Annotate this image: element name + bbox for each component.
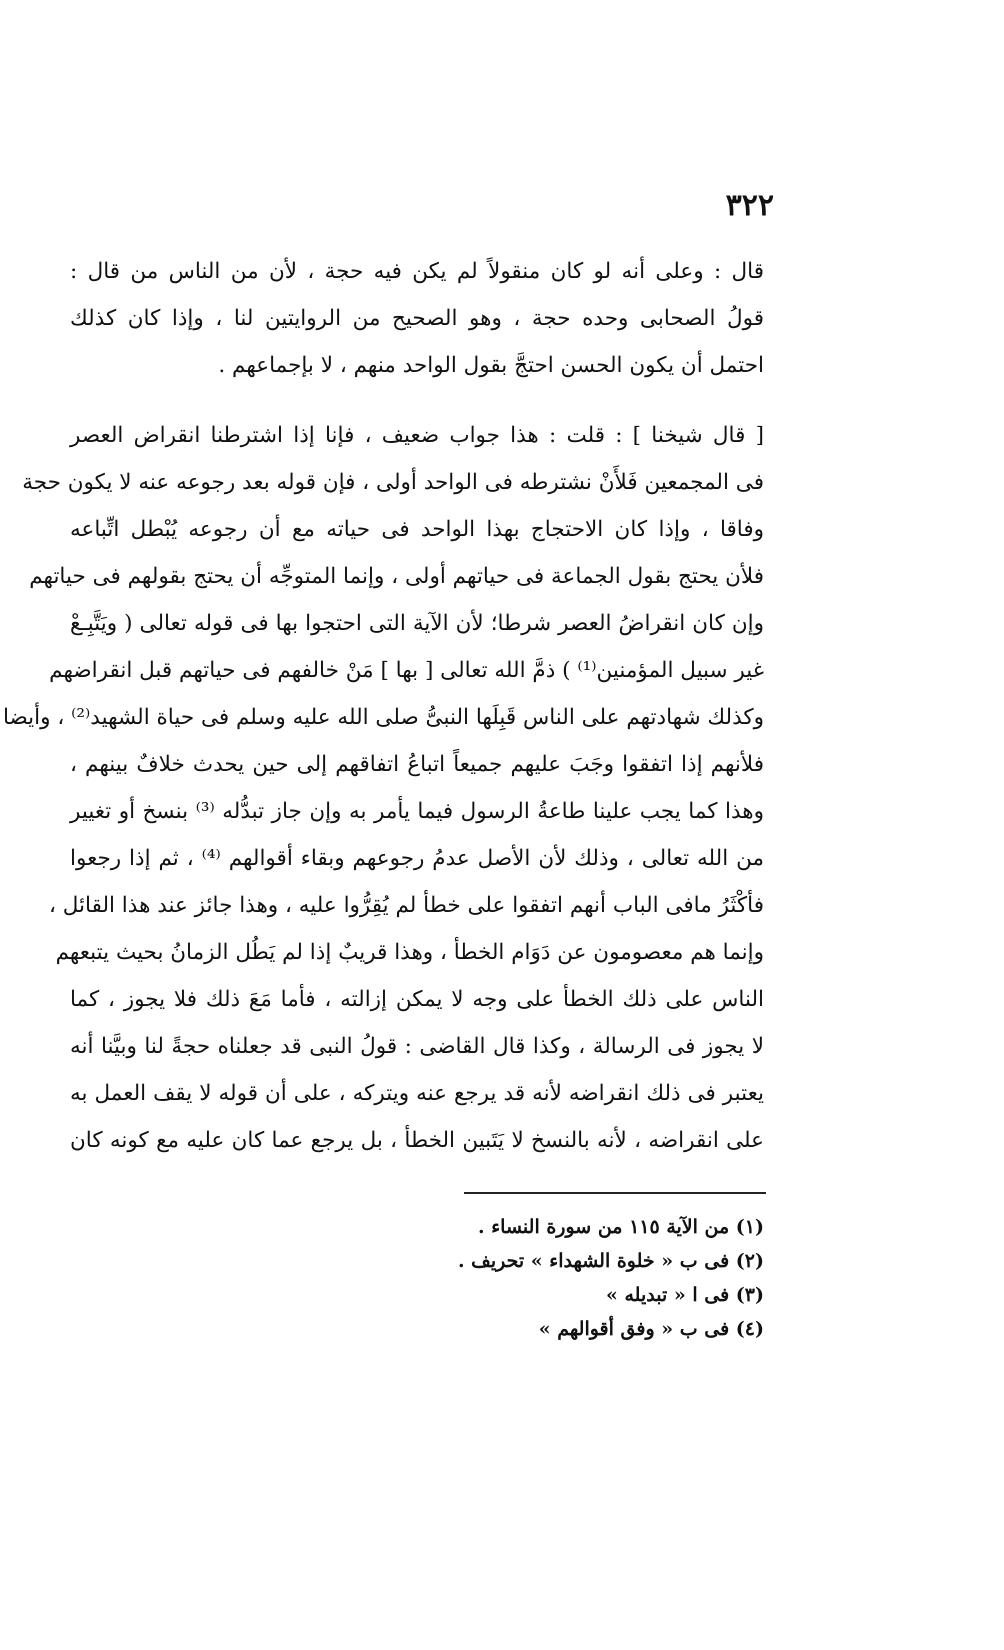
text-line: [ قال شيخنا ] : قلت : هذا جواب ضعيف ، فإنا إذا اشترطنا انقراض العصر bbox=[70, 423, 764, 448]
paragraph-1 bbox=[70, 248, 764, 389]
text-line: يعتبر فى ذلك انقراضه لأنه قد يرجع عنه ويتركه ، على أن قوله لا يقف العمل به bbox=[70, 1081, 764, 1106]
footnote: (٣) فى ا « تبديله » bbox=[606, 1284, 764, 1306]
footnote: (٢) فى ب « خلوة الشهداء » تحريف . bbox=[457, 1250, 764, 1272]
text-line: قال : وعلى أنه لو كان منقولاً لم يكن فيه حجة ، لأن من الناس من قال : bbox=[70, 259, 764, 284]
text-line: فلأن يحتج بقول الجماعة فى حياتهم أولى ، وإنما المتوجِّه أن يحتج بقولهم فى حياتهم bbox=[29, 564, 764, 589]
text-line: وإنما هم معصومون عن دَوَام الخطأ ، وهذا قريبٌ إذا لم يَطُل الزمانُ بحيث يتبعهم bbox=[55, 940, 764, 965]
text-line: فأكْثَرُ مافى الباب أنهم اتفقوا على خطأ لم يُقِرُّوا عليه ، وهذا جائز عند هذا القائل ، bbox=[48, 893, 764, 918]
text-line: وكذلك شهادتهم على الناس قَبِلَها النبىُّ صلى الله عليه وسلم فى حياة الشهيد⁽²⁾ ، وأيضا bbox=[2, 705, 764, 730]
text-line: من الله تعالى ، وذلك لأن الأصل عدمُ رجوعهم وبقاء أقوالهم ⁽⁴⁾ ، ثم إذا رجعوا bbox=[70, 846, 764, 871]
text-line: احتمل أن يكون الحسن احتجَّ بقول الواحد منهم ، لا بإجماعهم . bbox=[218, 353, 764, 378]
text-line: وفاقا ، وإذا كان الاحتجاج بهذا الواحد فى حياته مع أن رجوعه يُبْطل اتِّباعه bbox=[70, 517, 765, 542]
footnotes bbox=[344, 1210, 764, 1346]
page-number: ٣٢٢ bbox=[725, 188, 774, 223]
text-line: الناس على ذلك الخطأ على وجه لا يمكن إزالته ، فأما مَعَ ذلك فلا يجوز ، كما bbox=[70, 987, 764, 1012]
footnote: (٤) فى ب « وفق أقوالهم » bbox=[538, 1318, 764, 1340]
text-line: وهذا كما يجب علينا طاعةُ الرسول فيما يأمر به وإن جاز تبدُّله ⁽³⁾ بنسخ أو تغيير bbox=[70, 799, 764, 824]
text-line: وإن كان انقراضُ العصر شرطا؛ لأن الآية التى احتجوا بها فى قوله تعالى ( ويَتَّبِـعْ bbox=[70, 611, 764, 636]
footnote-divider bbox=[464, 1192, 766, 1194]
text-line: لا يجوز فى الرسالة ، وكذا قال القاضى : قولُ النبى قد جعلناه حجةً لنا وبيَّنا أنه bbox=[70, 1034, 764, 1059]
text-line: غير سبيل المؤمنين⁽¹⁾ ) ذمَّ الله تعالى [ بها ] مَنْ خالفهم فى حياتهم قبل انقراضهم bbox=[49, 658, 764, 683]
text-line: قولُ الصحابى وحده حجة ، وهو الصحيح من الروايتين لنا ، وإذا كان كذلك bbox=[70, 306, 764, 331]
text-line: على انقراضه ، لأنه بالنسخ لا يَتَبين الخطأ ، بل يرجع عما كان عليه مع كونه كان bbox=[70, 1128, 764, 1153]
footnote: (١) من الآية ١١٥ من سورة النساء . bbox=[478, 1216, 764, 1238]
text-line: فلأنهم إذا اتفقوا وجَبَ عليهم جميعاً اتباعُ اتفاقهم إلى حين يحدث خلافٌ بينهم ، bbox=[70, 752, 764, 777]
paragraph-2 bbox=[2, 412, 765, 1164]
text-line: فى المجمعين فَلأَنْ نشترطه فى الواحد أولى ، فإن قوله بعد رجوعه عنه لا يكون حجة bbox=[22, 470, 764, 495]
